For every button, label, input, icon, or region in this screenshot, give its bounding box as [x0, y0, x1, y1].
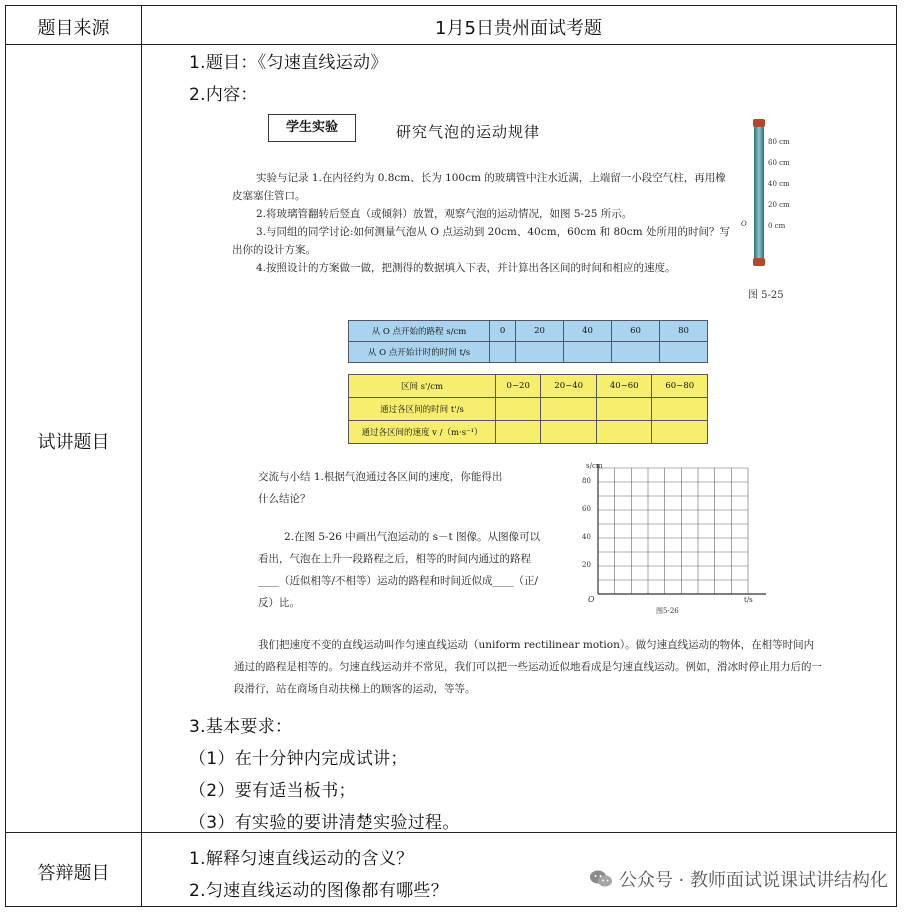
- table-cell: [612, 342, 660, 363]
- tube-mark-0: 0 cm: [768, 222, 786, 230]
- graph-xlabel: t/s: [744, 596, 753, 604]
- paragraph-4: 4.按照设计的方案做一做，把测得的数据填入下表，并计算出各区间的时间和相应的速度。: [256, 262, 676, 274]
- table-row: [349, 375, 708, 398]
- table-cell: 40~60: [596, 375, 652, 398]
- table-cell: [490, 342, 516, 363]
- table-cell: [541, 421, 597, 444]
- column-divider: [141, 6, 142, 906]
- table-row: [349, 421, 708, 444]
- paragraph-3: 3.与同组的同学讨论:如何测量气泡从 O 点运动到 20cm、40cm，60cm 和 80cm 处所用的时间？写出你的设计方案。: [232, 226, 730, 256]
- table-row: [349, 321, 708, 342]
- st-graph: [566, 456, 776, 616]
- graph-ytick-20: 20: [582, 561, 591, 569]
- table-cell: 20~40: [541, 375, 597, 398]
- tube-mark-60: 60 cm: [768, 159, 790, 167]
- requirement-item: （2）要有适当板书；: [189, 781, 356, 801]
- tube-origin-label: O: [741, 220, 747, 228]
- graph-ytick-60: 60: [582, 505, 591, 513]
- table-cell: 20: [516, 321, 564, 342]
- table-cell: 80: [660, 321, 708, 342]
- summary-1: 交流与小结 1.根据气泡通过各区间的速度，你能得出什么结论？: [258, 471, 503, 505]
- summary-2: 2.在图 5-26 中画出气泡运动的 s－t 图像。从图像可以看出，气泡在上升一段路程之后，相等的时间内通过的路程____（近似相等/不相等）运动的路程和时间近似成____（正/反）比。: [258, 531, 541, 609]
- excerpt-paragraphs: [232, 169, 732, 277]
- graph-ytick-80: 80: [582, 477, 591, 485]
- interval-speed-table: [348, 374, 708, 444]
- tube-mark-40: 40 cm: [768, 180, 790, 188]
- table-cell: [652, 398, 708, 421]
- table-cell: [496, 421, 541, 444]
- table-cell: 0~20: [496, 375, 541, 398]
- watermark: [589, 866, 888, 892]
- source-value: 1月5日贵州面试考题: [435, 18, 602, 39]
- graph-ylabel: s/cm: [586, 462, 603, 470]
- source-label: 题目来源: [37, 18, 110, 39]
- fig25-caption: 图 5-25: [748, 290, 784, 301]
- tube-mark-20: 20 cm: [768, 201, 790, 209]
- defense-question-2: 2.匀速直线运动的图像都有哪些？: [189, 881, 449, 901]
- requirement-item: （3）有实验的要讲清楚实验过程。: [189, 813, 460, 833]
- table-cell: 区间 s'/cm: [349, 375, 496, 398]
- requirements-title: 3.基本要求：: [189, 717, 293, 737]
- table-cell: 从 O 点开始计时的时间 t/s: [349, 342, 490, 363]
- definition-paragraph: 我们把速度不变的直线运动叫作匀速直线运动（uniform rectilinear motion）。做匀速直线运动的物体，在相等时间内通过的路程是相等的。匀速直线运动并不常见，我们可以把一些运动近似地看成是匀速直线运动。例如，滑冰时停止用力后的一段滑行，站在商场自动扶梯上的顾客的运动，等等。: [234, 639, 822, 695]
- table-cell: [496, 398, 541, 421]
- paragraph-2: 2.将玻璃管翻转后竖直（或倾斜）放置，观察气泡的运动情况，如图 5-25 所示。: [256, 208, 633, 220]
- table-row: [349, 342, 708, 363]
- table-cell: [660, 342, 708, 363]
- table-cell: 0: [490, 321, 516, 342]
- glass-tube: [754, 124, 764, 262]
- content-label: 2.内容：: [189, 85, 258, 105]
- table-cell: 通过各区间的时间 t'/s: [349, 398, 496, 421]
- graph-ytick-40: 40: [582, 533, 591, 541]
- row-divider: [6, 44, 896, 45]
- experiment-heading: 研究气泡的运动规律: [396, 123, 541, 141]
- table-cell: [596, 398, 652, 421]
- experiment-tag: 学生实验: [268, 114, 356, 142]
- trial-title: 1.题目：《匀速直线运动》: [189, 53, 388, 73]
- graph-grid: [598, 468, 748, 594]
- table-cell: 通过各区间的速度 v /（m·s⁻¹）: [349, 421, 496, 444]
- defense-label: 答辩题目: [37, 863, 110, 884]
- tube-end-icon: [753, 258, 765, 266]
- table-cell: [596, 421, 652, 444]
- wechat-icon: [589, 869, 613, 889]
- watermark-text: 公众号 · 教师面试说课试讲结构化: [618, 870, 888, 891]
- table-cell: 60: [612, 321, 660, 342]
- table-cell: [652, 421, 708, 444]
- graph-origin: O: [588, 595, 595, 604]
- table-cell: [541, 398, 597, 421]
- fig26-caption: 图5-26: [656, 607, 679, 615]
- tube-mark-80: 80 cm: [768, 138, 790, 146]
- table-cell: [564, 342, 612, 363]
- table-cell: 60~80: [652, 375, 708, 398]
- trial-label: 试讲题目: [37, 432, 110, 453]
- paragraph-1: 实验与记录 1.在内径约为 0.8cm、长为 100cm 的玻璃管中注水近满，上端留一小段空气柱，再用橡皮塞塞住管口。: [232, 172, 726, 202]
- requirement-item: （1）在十分钟内完成试讲；: [189, 749, 408, 769]
- table-cell: [516, 342, 564, 363]
- exam-table: [5, 5, 897, 907]
- defense-question-1: 1.解释匀速直线运动的含义？: [189, 849, 414, 869]
- table-cell: 40: [564, 321, 612, 342]
- table-row: [349, 398, 708, 421]
- distance-time-table: [348, 320, 708, 363]
- table-cell: 从 O 点开始的路程 s/cm: [349, 321, 490, 342]
- rubber-stopper-icon: [753, 119, 765, 127]
